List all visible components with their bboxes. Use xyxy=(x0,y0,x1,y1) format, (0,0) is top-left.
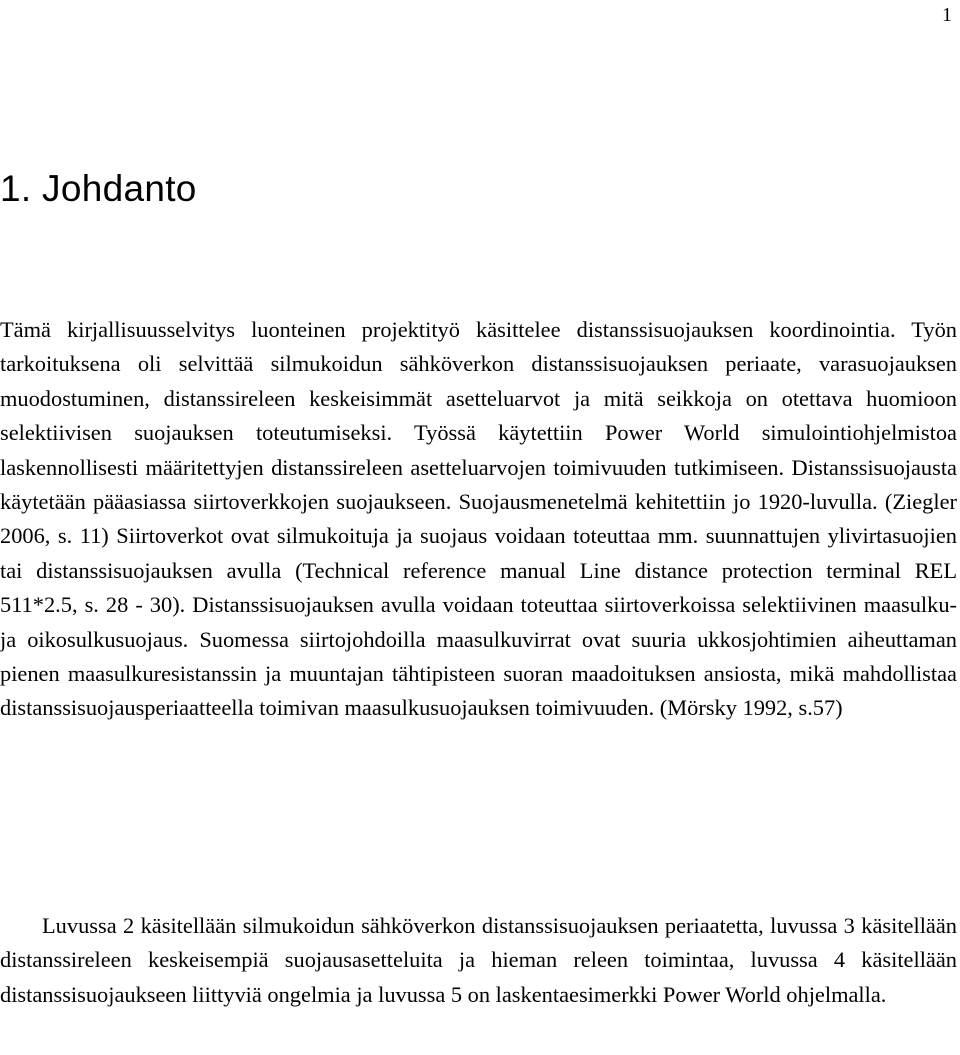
paragraph-intro xyxy=(0,313,957,726)
page-number: 1 xyxy=(942,4,952,26)
paragraph-outline xyxy=(0,909,957,1012)
page-title: 1. Johdanto xyxy=(0,168,197,209)
paragraph-text: Luvussa 2 käsitellään silmukoidun sähköverkon distanssisuojauksen periaatetta, luvussa 3 käsitellään distanssireleen keskeisempiä suojausasetteluita ja hieman releen toimintaa, luvussa 4 käsitellään distanssisuojaukseen liittyviä ongelmia ja luvussa 5 on laskentaesimerkki Power World ohjelmalla. xyxy=(0,913,957,1007)
paragraph-text: Tämä kirjallisuusselvitys luonteinen projektityö käsittelee distanssisuojauksen koordinointia. Työn tarkoituksena oli selvittää silmukoidun sähköverkon distanssisuojauksen periaate, varasuojauksen muodostuminen, distanssireleen keskeisimmät asetteluarvot ja mitä seikkoja on otettava huomioon selektiivisen suojauksen toteutumiseksi. Työssä käytettiin Power World simulointiohjelmistoa laskennollisesti määritettyjen distanssireleen asetteluarvojen toimivuuden tutkimiseen. Distanssisuojausta käytetään pääasiassa siirtoverkkojen suojaukseen. Suojausmenetelmä kehitettiin jo 1920-luvulla. (Ziegler 2006, s. 11) Siirtoverkot ovat silmukoituja ja suojaus voidaan toteuttaa mm. suunnattujen ylivirtasuojien tai distanssisuojauksen avulla (Technical reference manual Line distance protection terminal REL 511*2.5, s. 28 - 30). Distanssisuojauksen avulla voidaan toteuttaa siirtoverkoissa selektiivinen maasulku- ja oikosulkusuojaus. Suomessa siirtojohdoilla maasulkuvirrat ovat suuria ukkosjohtimien aiheuttaman pienen maasulkuresistanssin ja muuntajan tähtipisteen suoran maadoituksen ansiosta, mikä mahdollistaa distanssisuojausperiaatteella toimivan maasulkusuojauksen toimivuuden. (Mörsky 1992, s.57) xyxy=(0,317,957,721)
